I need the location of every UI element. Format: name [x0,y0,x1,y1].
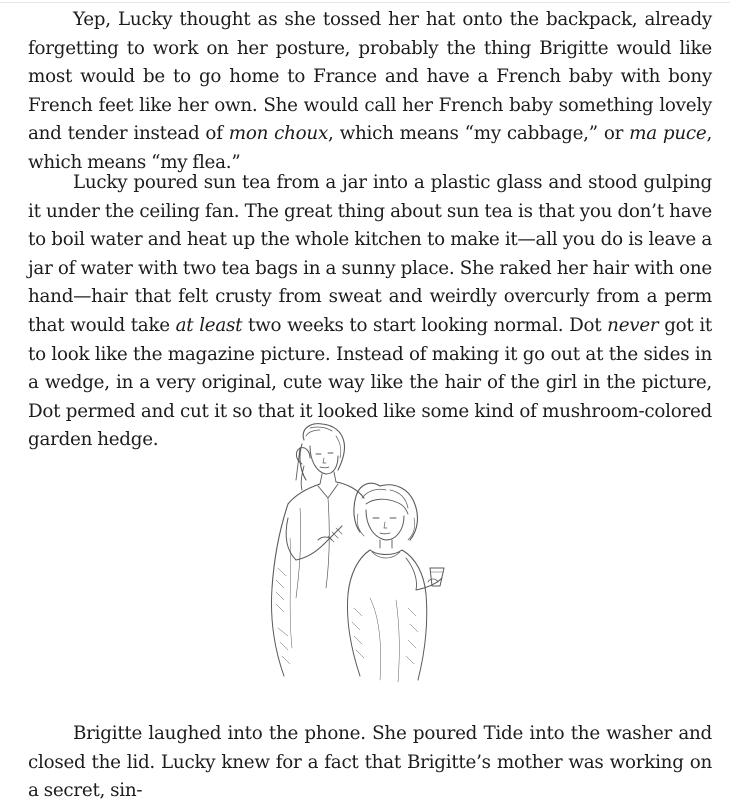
paragraph-1 [28,6,712,178]
italic-text: mon choux [228,123,328,145]
text-run: , which means “my flea.” [28,123,712,173]
text-run: two weeks to start looking normal. Dot [242,314,608,336]
italic-text: never [607,314,659,336]
italic-text: at least [175,314,243,336]
paragraph-3 [28,720,712,806]
italic-text: ma puce [629,123,707,145]
sketch-illustration [230,418,455,690]
text-run: , which means “my cabbage,” or [328,123,630,145]
text-run: Brigitte laughed into the phone. She poured Tide into the washer and closed the lid. Lucky knew for a fact that Brigitte’s mother was working on a secret, sin- [28,723,712,802]
text-run: Lucky poured sun tea from a jar into a plastic glass and stood gulping it under the ceiling fan. The great thing about sun tea is that you don’t have to boil water and heat up the whole kitchen to make it—all you do is leave a jar of water with two tea bags in a sunny place. She raked her hair with one hand—hair that felt crusty from sweat and weirdly overcurly from a perm that would take [28,172,712,336]
top-divider [0,2,730,3]
text-run: Yep, Lucky thought as she tossed her hat onto the backpack, already forgetting to work on her posture, probably the thing Brigitte would like most would be to go home to France and have a French baby with bony French feet like her own. She would call her French baby something lovely and tender instead of [28,9,712,145]
two-girls-sketch-icon [230,418,455,690]
text-run: got it to look like the magazine picture. Instead of making it go out at the sides in a wedge, in a very original, cute way like the hair of the girl in the picture, Dot permed and cut it so that it looked like some kind of mushroom-colored garden hedge. [28,314,713,451]
paragraph-2 [28,169,712,455]
